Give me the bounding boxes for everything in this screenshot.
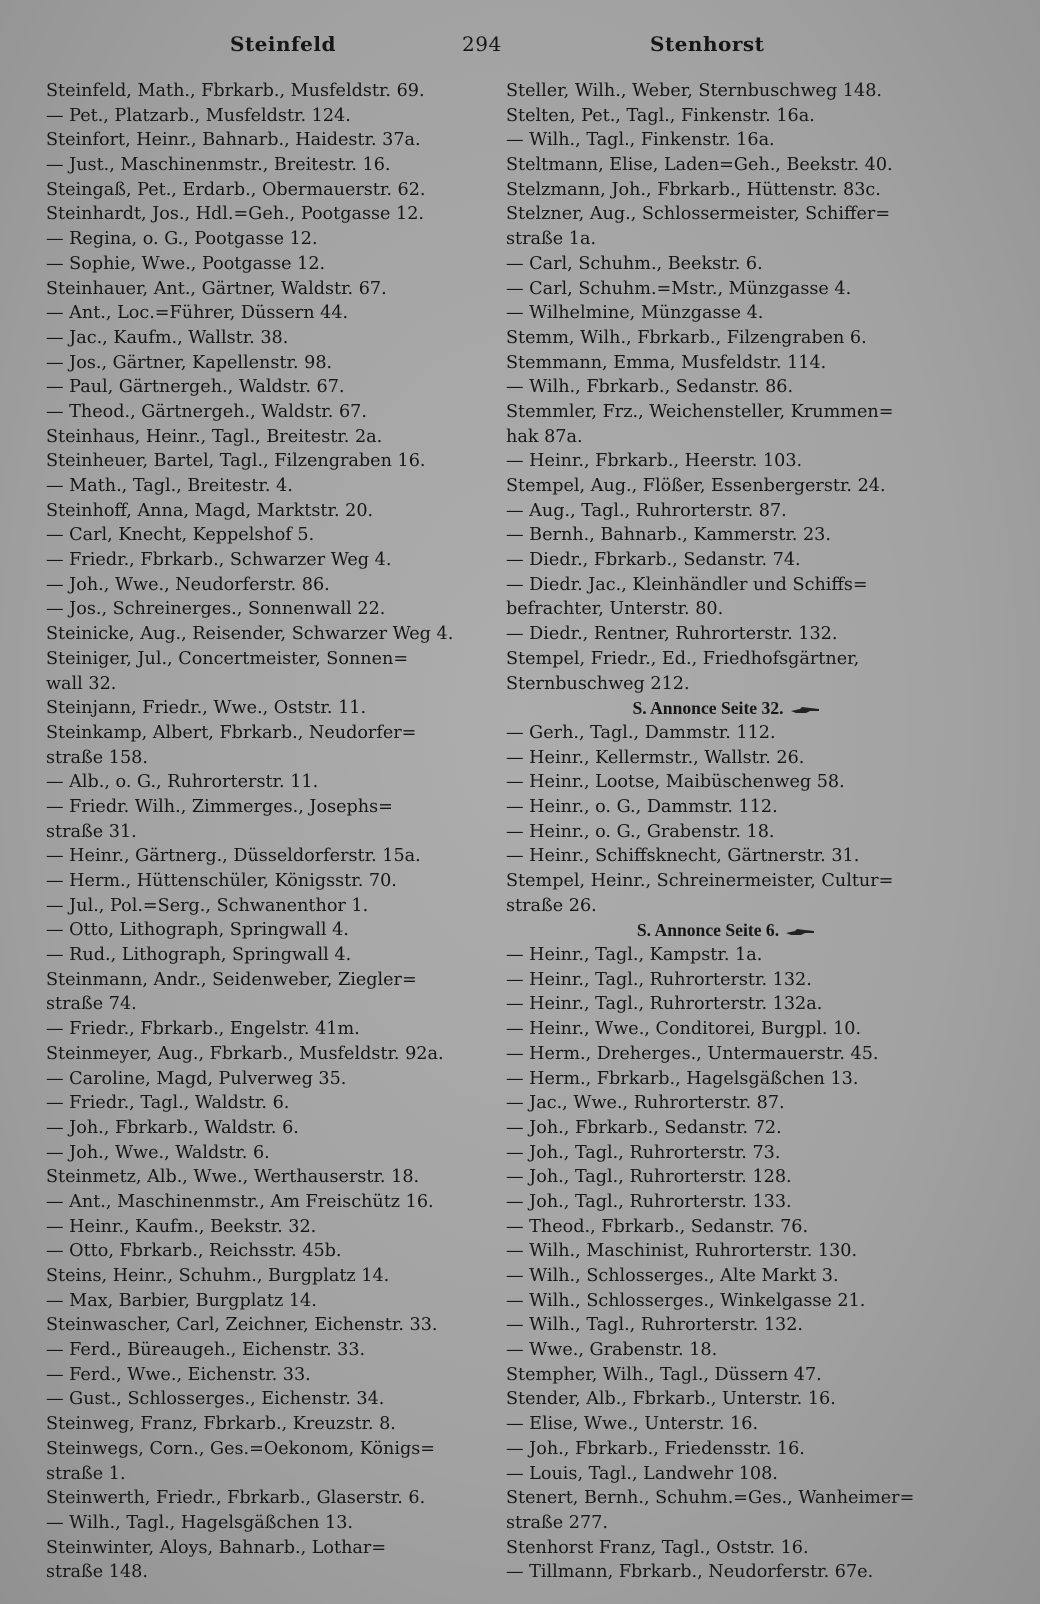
directory-entry-line: — Carl, Schuhm.=Mstr., Münzgasse 4. — [506, 278, 852, 299]
directory-entry-line: Stelzmann, Joh., Fbrkarb., Hüttenstr. 83c. — [506, 179, 881, 200]
right-column — [506, 79, 946, 1585]
directory-entry-line: — Gust., Schlosserges., Eichenstr. 34. — [46, 1389, 385, 1410]
directory-entry-line: — Heinr., Lootse, Maibüschenweg 58. — [506, 772, 845, 793]
directory-entry-line: Steinwegs, Corn., Ges.=Oekonom, Königs= — [46, 1438, 435, 1459]
directory-entry-line: — Caroline, Magd, Pulverweg 35. — [46, 1068, 347, 1089]
directory-entry-line: Stempel, Aug., Flößer, Essenbergerstr. 24. — [506, 476, 886, 496]
directory-entry-line: straße 1. — [46, 1463, 126, 1484]
directory-entry-line: — Diedr. Jac., Kleinhändler und Schiffs= — [506, 574, 868, 595]
directory-entry-line: — Heinr., o. G., Dammstr. 112. — [506, 796, 778, 817]
pointing-hand-icon — [790, 705, 820, 715]
directory-entry-line: — Jac., Kaufm., Wallstr. 38. — [46, 327, 289, 348]
directory-entry-line: Steinhardt, Jos., Hdl.=Geh., Pootgasse 12. — [46, 204, 425, 225]
directory-entry-line: befrachter, Unterstr. 80. — [506, 599, 724, 620]
directory-entry-line: — Friedr., Tagl., Waldstr. 6. — [46, 1093, 290, 1114]
directory-entry-line: — Herm., Dreherges., Untermauerstr. 45. — [506, 1043, 879, 1064]
directory-entry-line: Stemmler, Frz., Weichensteller, Krummen= — [506, 401, 894, 422]
directory-entry-line: — Paul, Gärtnergeh., Waldstr. 67. — [46, 377, 345, 398]
directory-entry-line: Stemm, Wilh., Fbrkarb., Filzengraben 6. — [506, 327, 867, 348]
directory-entry-line: — Joh., Tagl., Ruhrorterstr. 73. — [506, 1142, 781, 1163]
directory-entry-line: Steinwascher, Carl, Zeichner, Eichenstr. 33. — [46, 1315, 438, 1336]
directory-entry-line: — Heinr., Tagl., Ruhrorterstr. 132a. — [506, 994, 823, 1015]
annonce-reference: S. Annonce Seite 32. — [506, 696, 946, 721]
directory-entry-line: Steinfort, Heinr., Bahnarb., Haidestr. 37a. — [46, 130, 421, 151]
directory-entry-line: — Theod., Fbrkarb., Sedanstr. 76. — [506, 1216, 809, 1237]
directory-entry-line: — Joh., Fbrkarb., Sedanstr. 72. — [506, 1117, 782, 1138]
page-number: 294 — [462, 32, 502, 56]
directory-entry-line: — Jac., Wwe., Ruhrorterstr. 87. — [506, 1093, 785, 1114]
directory-entry-line: Stender, Alb., Fbrkarb., Unterstr. 16. — [506, 1389, 836, 1410]
directory-entry-line: Sternbuschweg 212. — [506, 673, 690, 694]
page-header — [50, 32, 765, 66]
directory-entry-line: Steingaß, Pet., Erdarb., Obermauerstr. 62. — [46, 179, 426, 200]
directory-entry-line: straße 277. — [506, 1512, 608, 1533]
directory-entry-line: — Joh., Fbrkarb., Waldstr. 6. — [46, 1117, 299, 1138]
directory-entry-line: straße 158. — [46, 747, 148, 768]
directory-entry-line: Stenhorst Franz, Tagl., Oststr. 16. — [506, 1537, 809, 1558]
directory-entry-line: Stemmann, Emma, Musfeldstr. 114. — [506, 352, 827, 373]
directory-entry-line: Stempel, Friedr., Ed., Friedhofsgärtner, — [506, 648, 860, 669]
directory-entry-line: Steinkamp, Albert, Fbrkarb., Neudorfer= — [46, 722, 417, 743]
directory-entry-line: Steinfeld, Math., Fbrkarb., Musfeldstr. 69. — [46, 81, 425, 101]
directory-entry-line: — Wilh., Maschinist, Ruhrorterstr. 130. — [506, 1241, 858, 1262]
directory-entry-line: — Rud., Lithograph, Springwall 4. — [46, 945, 352, 966]
directory-entry-line: straße 31. — [46, 821, 137, 842]
directory-entry-line: — Heinr., Kellermstr., Wallstr. 26. — [506, 747, 805, 768]
directory-entry-line: Steinicke, Aug., Reisender, Schwarzer Weg 4. — [46, 624, 454, 645]
left-column — [46, 79, 486, 1585]
directory-entry-line: — Ferd., Wwe., Eichenstr. 33. — [46, 1364, 311, 1385]
directory-entry-line: straße 26. — [506, 895, 597, 916]
directory-entry-line: — Joh., Tagl., Ruhrorterstr. 128. — [506, 1167, 792, 1188]
directory-entry-line: — Jul., Pol.=Serg., Schwanenthor 1. — [46, 895, 369, 916]
directory-entry-line: — Sophie, Wwe., Pootgasse 12. — [46, 253, 326, 274]
directory-entry-line: — Regina, o. G., Pootgasse 12. — [46, 229, 318, 250]
directory-entry-line: Stenert, Bernh., Schuhm.=Ges., Wanheimer= — [506, 1488, 915, 1509]
directory-entry-line: — Otto, Fbrkarb., Reichsstr. 45b. — [46, 1241, 342, 1262]
directory-entry-line: — Pet., Platzarb., Musfeldstr. 124. — [46, 105, 351, 126]
directory-entry-line: — Wilhelmine, Münzgasse 4. — [506, 303, 764, 324]
directory-entry-line: — Wilh., Tagl., Finkenstr. 16a. — [506, 130, 775, 151]
directory-entry-line: — Herm., Hüttenschüler, Königsstr. 70. — [46, 871, 397, 891]
annonce-reference: S. Annonce Seite 6. — [506, 918, 946, 943]
directory-entry-line: Stempel, Heinr., Schreinermeister, Cultur= — [506, 871, 894, 891]
directory-entry-line: Stempher, Wilh., Tagl., Düssern 47. — [506, 1364, 822, 1385]
directory-entry-line: Steins, Heinr., Schuhm., Burgplatz 14. — [46, 1266, 390, 1286]
directory-entry-line: hak 87a. — [506, 426, 583, 447]
directory-entry-line: — Jos., Schreinerges., Sonnenwall 22. — [46, 599, 386, 620]
directory-entry-line: Steinheuer, Bartel, Tagl., Filzengraben 16. — [46, 451, 426, 472]
directory-entry-line: — Wilh., Fbrkarb., Sedanstr. 86. — [506, 377, 794, 398]
directory-entry-line: — Friedr., Fbrkarb., Engelstr. 41m. — [46, 1019, 360, 1040]
directory-entry-line: Steiniger, Jul., Concertmeister, Sonnen= — [46, 648, 409, 669]
directory-entry-line: — Joh., Wwe., Waldstr. 6. — [46, 1142, 270, 1163]
directory-entry-line: Steinhoff, Anna, Magd, Marktstr. 20. — [46, 500, 374, 521]
directory-entry-line: — Gerh., Tagl., Dammstr. 112. — [506, 722, 776, 743]
directory-entry-line: — Wwe., Grabenstr. 18. — [506, 1340, 718, 1361]
directory-entry-line: — Carl, Knecht, Keppelshof 5. — [46, 525, 315, 546]
directory-entry-line: Steinweg, Franz, Fbrkarb., Kreuzstr. 8. — [46, 1414, 396, 1435]
directory-entry-line: Steinjann, Friedr., Wwe., Oststr. 11. — [46, 698, 367, 719]
directory-entry-line: Steinmeyer, Aug., Fbrkarb., Musfeldstr. 92a. — [46, 1043, 444, 1064]
directory-entry-line: Steinmetz, Alb., Wwe., Werthauserstr. 18. — [46, 1167, 420, 1188]
directory-entry-line: Steinhauer, Ant., Gärtner, Waldstr. 67. — [46, 278, 387, 299]
directory-entry-line: Steltmann, Elise, Laden=Geh., Beekstr. 40. — [506, 155, 893, 176]
directory-entry-line: — Louis, Tagl., Landwehr 108. — [506, 1463, 778, 1484]
directory-entry-line: straße 1a. — [506, 229, 597, 250]
directory-entry-line: — Heinr., Gärtnerg., Düsseldorferstr. 15a. — [46, 846, 421, 867]
pointing-hand-icon — [785, 927, 815, 937]
directory-entry-line: — Alb., o. G., Ruhrorterstr. 11. — [46, 772, 319, 793]
directory-entry-line: — Herm., Fbrkarb., Hagelsgäßchen 13. — [506, 1068, 859, 1089]
directory-entry-line: Stelzner, Aug., Schlossermeister, Schiffer= — [506, 204, 891, 225]
directory-entry-line: Steller, Wilh., Weber, Sternbuschweg 148. — [506, 81, 882, 101]
directory-entry-line: — Joh., Fbrkarb., Friedensstr. 16. — [506, 1438, 805, 1459]
directory-entry-line: — Heinr., Tagl., Kampstr. 1a. — [506, 945, 763, 966]
directory-entry-line: — Ant., Maschinenmstr., Am Freischütz 16. — [46, 1191, 434, 1212]
directory-entry-line: — Max, Barbier, Burgplatz 14. — [46, 1290, 317, 1311]
directory-entry-line: straße 148. — [46, 1562, 148, 1583]
directory-entry-line: — Heinr., Schiffsknecht, Gärtnerstr. 31. — [506, 846, 860, 867]
directory-entry-line: — Friedr. Wilh., Zimmerges., Josephs= — [46, 796, 393, 817]
directory-entry-line: — Diedr., Fbrkarb., Sedanstr. 74. — [506, 550, 801, 571]
directory-entry-line: — Diedr., Rentner, Ruhrorterstr. 132. — [506, 624, 838, 645]
directory-entry-line: wall 32. — [46, 673, 117, 694]
directory-entry-line: — Jos., Gärtner, Kapellenstr. 98. — [46, 352, 333, 373]
directory-entry-line: straße 74. — [46, 994, 137, 1015]
directory-entry-line: — Heinr., o. G., Grabenstr. 18. — [506, 821, 775, 842]
directory-entry-line: — Friedr., Fbrkarb., Schwarzer Weg 4. — [46, 550, 392, 571]
directory-entry-line: Stelten, Pet., Tagl., Finkenstr. 16a. — [506, 105, 815, 126]
directory-entry-line: — Otto, Lithograph, Springwall 4. — [46, 920, 349, 941]
directory-entry-line: — Wilh., Tagl., Ruhrorterstr. 132. — [506, 1315, 803, 1336]
directory-entry-line: — Joh., Tagl., Ruhrorterstr. 133. — [506, 1191, 792, 1212]
directory-entry-line: — Wilh., Tagl., Hagelsgäßchen 13. — [46, 1512, 354, 1533]
directory-entry-line: — Ferd., Büreaugeh., Eichenstr. 33. — [46, 1340, 366, 1361]
directory-entry-line: — Carl, Schuhm., Beekstr. 6. — [506, 253, 763, 274]
directory-entry-line: — Heinr., Fbrkarb., Heerstr. 103. — [506, 451, 803, 472]
directory-entry-line: — Wilh., Schlosserges., Winkelgasse 21. — [506, 1290, 866, 1311]
directory-entry-line: — Theod., Gärtnergeh., Waldstr. 67. — [46, 401, 367, 422]
directory-entry-line: — Math., Tagl., Breitestr. 4. — [46, 476, 293, 496]
directory-entry-line: Steinmann, Andr., Seidenweber, Ziegler= — [46, 969, 417, 990]
directory-entry-line: — Heinr., Kaufm., Beekstr. 32. — [46, 1216, 317, 1237]
directory-entry-line: — Elise, Wwe., Unterstr. 16. — [506, 1414, 759, 1435]
directory-entry-line: Steinwerth, Friedr., Fbrkarb., Glaserstr. 6. — [46, 1488, 426, 1509]
directory-entry-line: Steinwinter, Aloys, Bahnarb., Lothar= — [46, 1537, 387, 1558]
directory-entry-line: — Just., Maschinenmstr., Breitestr. 16. — [46, 155, 391, 176]
directory-entry-line: — Wilh., Schlosserges., Alte Markt 3. — [506, 1266, 839, 1286]
directory-entry-line: — Heinr., Tagl., Ruhrorterstr. 132. — [506, 969, 812, 990]
directory-entry-line: — Ant., Loc.=Führer, Düssern 44. — [46, 303, 349, 324]
directory-entry-line: — Tillmann, Fbrkarb., Neudorferstr. 67e. — [506, 1562, 874, 1583]
directory-entry-line: Steinhaus, Heinr., Tagl., Breitestr. 2a. — [46, 426, 383, 447]
header-left-keyword: Steinfeld — [230, 32, 336, 56]
directory-entry-line: — Joh., Wwe., Neudorferstr. 86. — [46, 574, 330, 595]
header-right-keyword: Stenhorst — [650, 32, 765, 56]
directory-entry-line: — Bernh., Bahnarb., Kammerstr. 23. — [506, 525, 831, 546]
directory-entry-line: — Heinr., Wwe., Conditorei, Burgpl. 10. — [506, 1019, 862, 1040]
directory-entry-line: — Aug., Tagl., Ruhrorterstr. 87. — [506, 500, 787, 521]
